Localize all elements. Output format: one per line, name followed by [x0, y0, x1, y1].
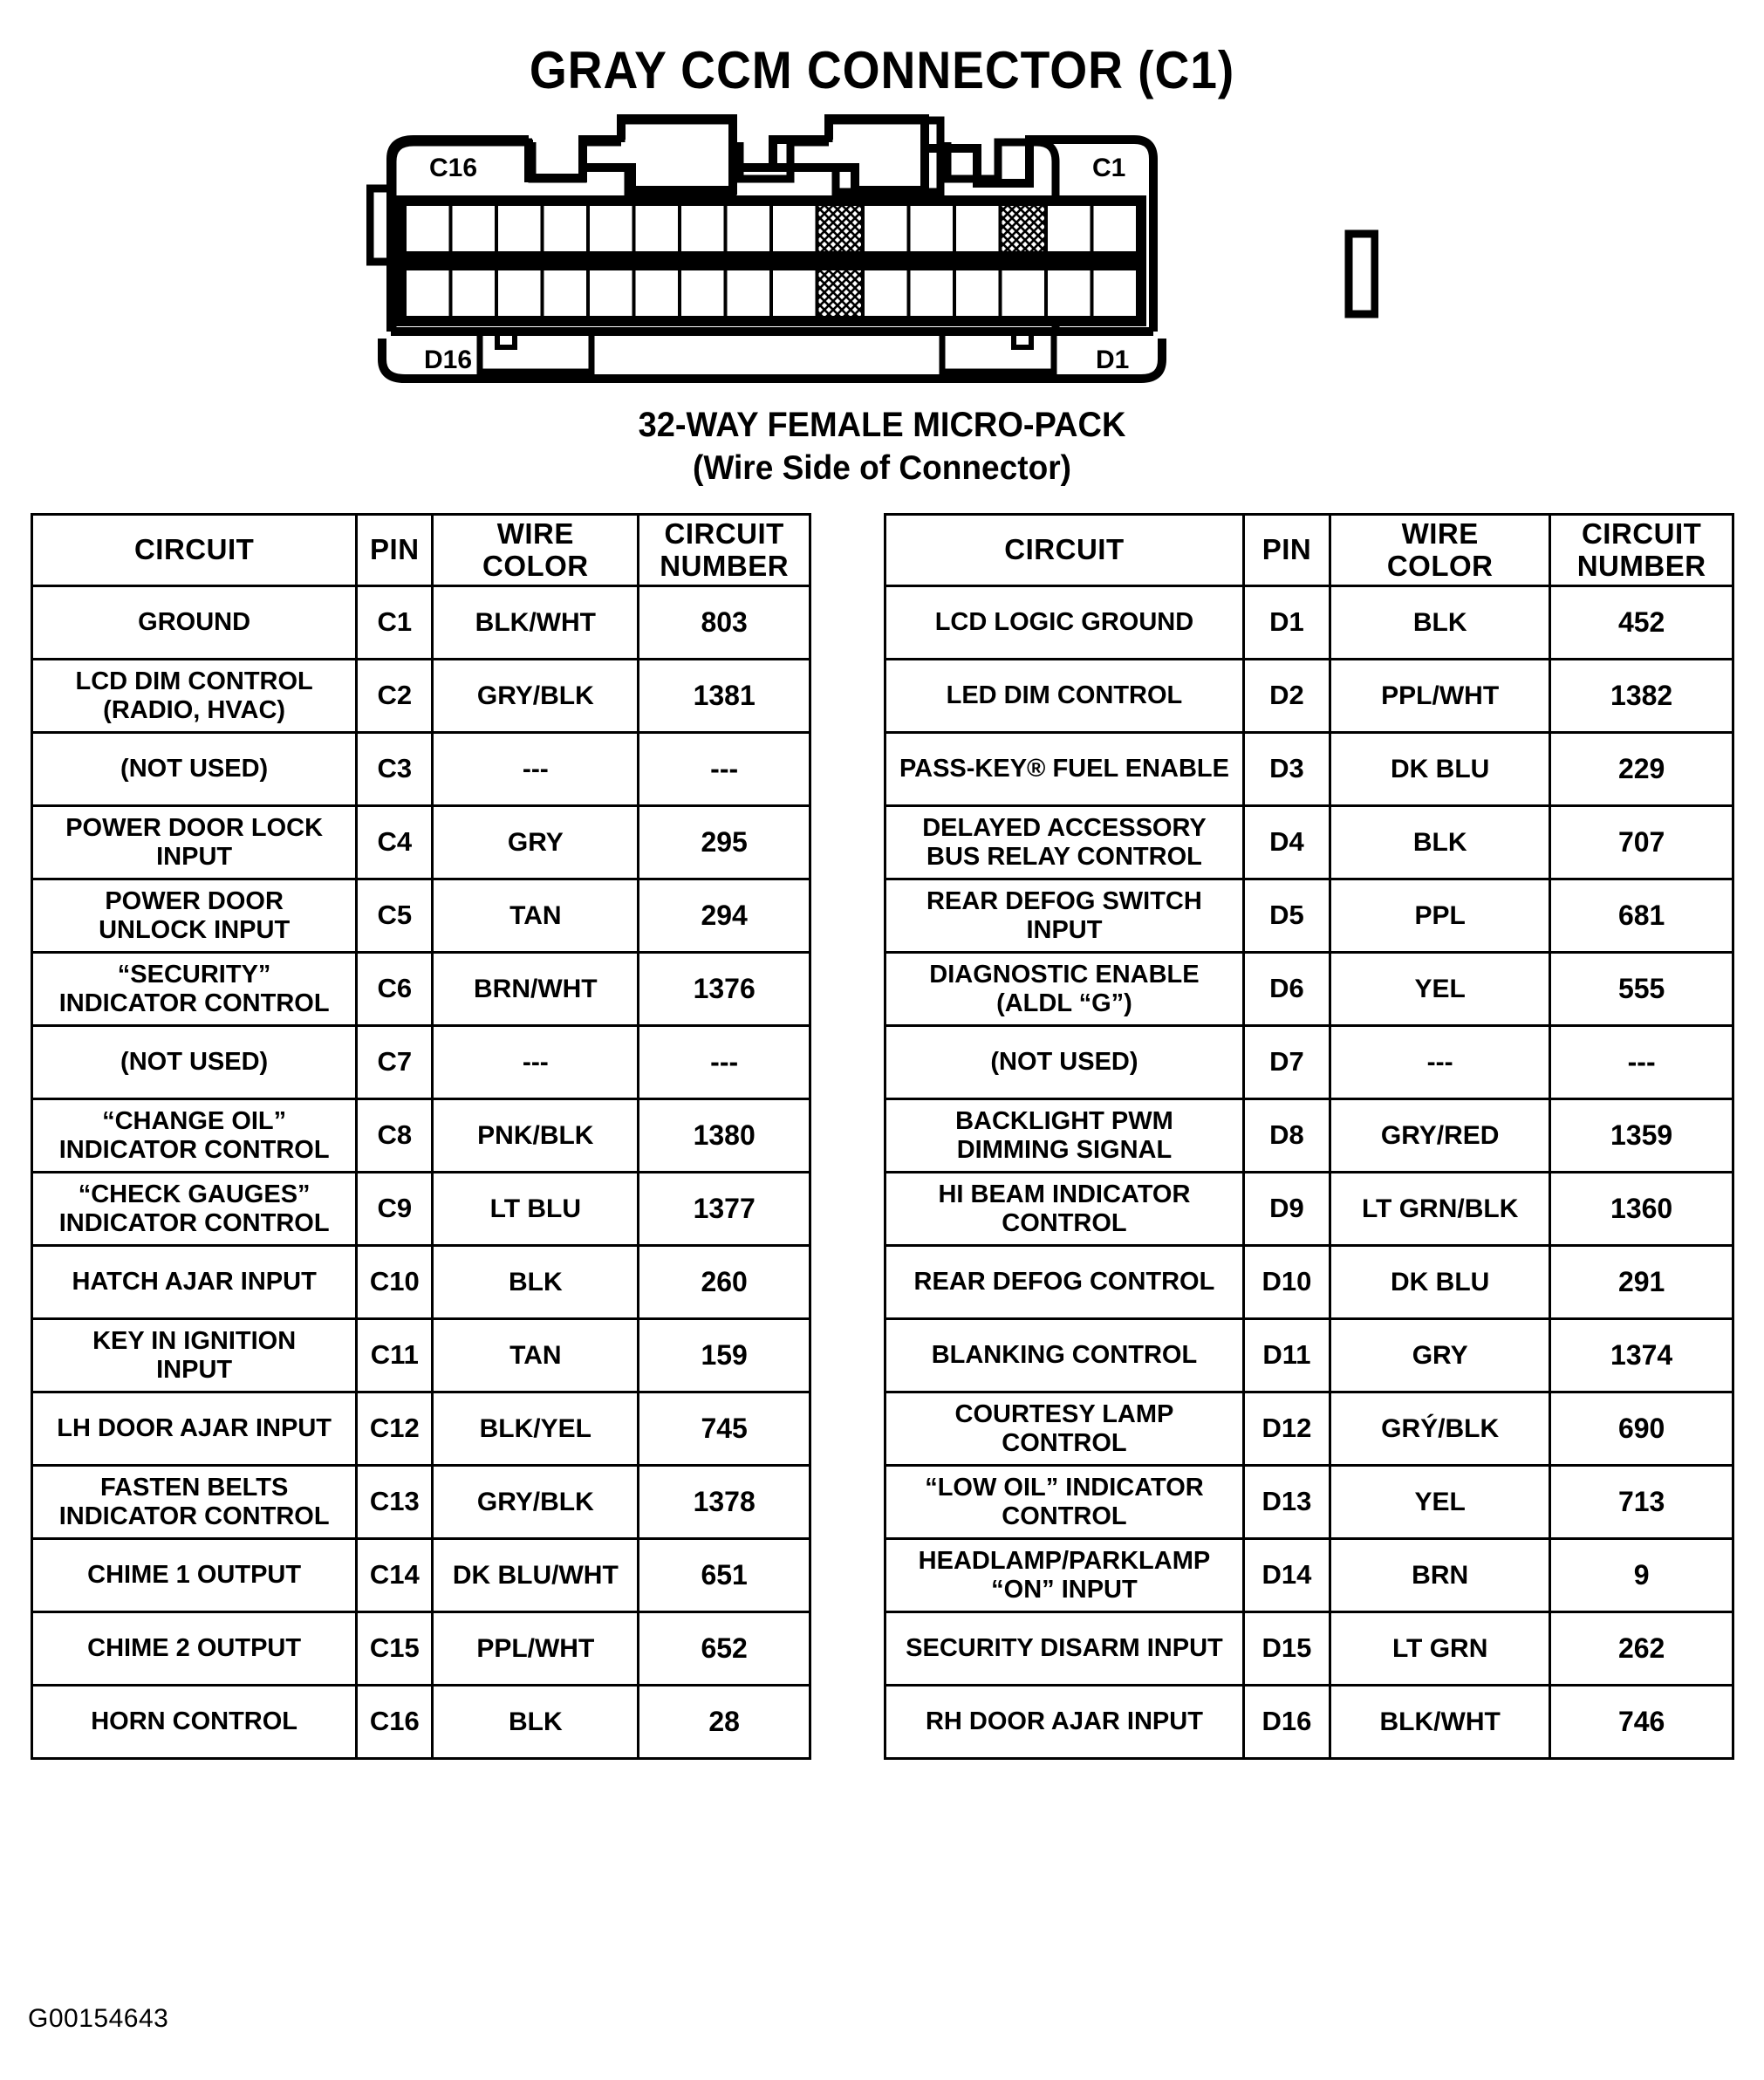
- table-header-row: [885, 515, 1733, 586]
- cell-circuit-line: DIMMING SIGNAL: [956, 1135, 1173, 1164]
- cell-pin: D5: [1243, 879, 1330, 953]
- cell-circuit-line: CHIME 2 OUTPUT: [87, 1634, 302, 1663]
- cell-wire-color: GRY: [433, 806, 639, 879]
- pin-cavity: [1046, 269, 1092, 318]
- pin-cavity: [1092, 204, 1138, 253]
- cell-wire-color: LT GRN/BLK: [1330, 1173, 1550, 1246]
- cell-circuit: [885, 1099, 1244, 1173]
- cell-pin: C15: [357, 1612, 433, 1686]
- header-circuit-number-l2: NUMBER: [1576, 549, 1706, 582]
- cell-circuit: [32, 660, 357, 733]
- cell-wire-color: PPL: [1330, 879, 1550, 953]
- cell-circuit-line: HEADLAMP/PARKLAMP: [918, 1547, 1211, 1576]
- pin-cavity: [588, 204, 634, 253]
- cell-circuit-line: LED DIM CONTROL: [946, 681, 1183, 710]
- cell-circuit-line: INPUT: [156, 1355, 233, 1384]
- cell-circuit-number: 291: [1550, 1246, 1733, 1319]
- cell-circuit-number: 713: [1550, 1466, 1733, 1539]
- cell-circuit-number: 652: [639, 1612, 810, 1686]
- cell-circuit: [32, 1173, 357, 1246]
- cell-pin: C12: [357, 1392, 433, 1466]
- cell-circuit-number: ---: [639, 733, 810, 806]
- pin-cavity: [726, 204, 772, 253]
- cell-circuit: [885, 806, 1244, 879]
- cell-circuit: [885, 733, 1244, 806]
- cell-circuit: [32, 1612, 357, 1686]
- connector-bottom-latch-right: [942, 332, 1054, 372]
- pin-cavity: [771, 269, 817, 318]
- table-row: [32, 1319, 810, 1392]
- cell-circuit: [32, 1026, 357, 1099]
- header-wire-color: [433, 515, 639, 586]
- connector-caption-sub: (Wire Side of Connector): [692, 449, 1071, 487]
- cell-circuit-line: INDICATOR CONTROL: [58, 1502, 330, 1530]
- connector-label-c16: C16: [429, 154, 478, 182]
- cell-circuit-line: KEY IN IGNITION: [92, 1327, 297, 1356]
- cell-circuit-line: DELAYED ACCESSORY: [922, 814, 1207, 843]
- table-row: [32, 1392, 810, 1466]
- pin-cavity: [405, 204, 451, 253]
- cell-circuit: [32, 1099, 357, 1173]
- cell-circuit-number: 690: [1550, 1392, 1733, 1466]
- cell-wire-color: BRN/WHT: [433, 953, 639, 1026]
- header-wire-color-l2: COLOR: [1386, 549, 1494, 582]
- cell-pin: D12: [1243, 1392, 1330, 1466]
- cell-pin: C14: [357, 1539, 433, 1612]
- cell-circuit-number: 651: [639, 1539, 810, 1612]
- cell-pin: D9: [1243, 1173, 1330, 1246]
- cell-circuit: [32, 733, 357, 806]
- cell-circuit-number: 295: [639, 806, 810, 879]
- cell-circuit-line: LCD LOGIC GROUND: [934, 608, 1194, 637]
- cell-pin: C7: [357, 1026, 433, 1099]
- cell-circuit-line: (NOT USED): [990, 1048, 1138, 1077]
- cell-wire-color: BLK/WHT: [1330, 1686, 1550, 1759]
- cell-circuit-line: HATCH AJAR INPUT: [72, 1268, 317, 1297]
- cell-circuit-number: 1380: [639, 1099, 810, 1173]
- cell-circuit: [885, 586, 1244, 660]
- pin-cavity: [863, 269, 909, 318]
- cell-circuit-line: REAR DEFOG SWITCH: [926, 887, 1202, 916]
- cell-circuit-number: 1376: [639, 953, 810, 1026]
- cell-pin: D14: [1243, 1539, 1330, 1612]
- cell-circuit-line: CHIME 1 OUTPUT: [87, 1561, 302, 1590]
- table-row: [32, 953, 810, 1026]
- footer-graphic-code: G00154643: [28, 2004, 169, 2033]
- cell-circuit-line: BLANKING CONTROL: [931, 1341, 1198, 1370]
- table-row: [885, 1392, 1733, 1466]
- cell-wire-color: LT GRN: [1330, 1612, 1550, 1686]
- cell-circuit-line: “SECURITY”: [117, 961, 271, 989]
- cell-circuit-line: INDICATOR CONTROL: [58, 1135, 330, 1164]
- connector-top-pin-row: [400, 199, 1143, 258]
- cell-circuit-number: 1360: [1550, 1173, 1733, 1246]
- pin-cavity: [1092, 269, 1138, 318]
- pin-cavity-blocked: [1001, 204, 1047, 253]
- cell-circuit-line: “CHANGE OIL”: [102, 1107, 287, 1136]
- cell-circuit-line: “CHECK GAUGES”: [78, 1180, 311, 1209]
- cell-circuit: [885, 1026, 1244, 1099]
- table-row: [885, 1246, 1733, 1319]
- table-row: [32, 879, 810, 953]
- cell-pin: D3: [1243, 733, 1330, 806]
- connector-bottom-latch-left: [480, 332, 591, 372]
- cell-circuit: [885, 1612, 1244, 1686]
- cell-circuit-number: 1382: [1550, 660, 1733, 733]
- cell-wire-color: PPL/WHT: [1330, 660, 1550, 733]
- cell-pin: D1: [1243, 586, 1330, 660]
- cell-circuit-line: RH DOOR AJAR INPUT: [925, 1707, 1203, 1736]
- pin-cavity: [405, 269, 451, 318]
- cell-pin: C9: [357, 1173, 433, 1246]
- header-wire-color-l1: WIRE: [496, 517, 574, 550]
- cell-wire-color: BLK/YEL: [433, 1392, 639, 1466]
- cell-circuit-number: 707: [1550, 806, 1733, 879]
- cell-circuit-line: UNLOCK INPUT: [99, 915, 291, 944]
- cell-pin: D13: [1243, 1466, 1330, 1539]
- cell-pin: C13: [357, 1466, 433, 1539]
- pin-cavity: [451, 204, 497, 253]
- cell-circuit: [32, 806, 357, 879]
- cell-circuit: [32, 1392, 357, 1466]
- table-header-row: [32, 515, 810, 586]
- connector-label-c1: C1: [1092, 154, 1126, 182]
- cell-circuit: [32, 879, 357, 953]
- table-row: [885, 1173, 1733, 1246]
- cell-circuit-line: BUS RELAY CONTROL: [926, 842, 1202, 871]
- header-circuit-number: [1550, 515, 1733, 586]
- pin-cavity: [954, 269, 1001, 318]
- cell-pin: C11: [357, 1319, 433, 1392]
- table-row: [32, 1246, 810, 1319]
- pin-table-right-body: [885, 586, 1733, 1759]
- cell-pin: D16: [1243, 1686, 1330, 1759]
- cell-circuit: [885, 1466, 1244, 1539]
- pin-cavity: [634, 269, 680, 318]
- cell-circuit-line: FASTEN BELTS: [99, 1474, 289, 1502]
- table-row: [885, 1026, 1733, 1099]
- cell-circuit-line: CONTROL: [1002, 1428, 1127, 1457]
- cell-circuit-line: COURTESY LAMP: [954, 1400, 1174, 1429]
- header-circuit-number-l1: CIRCUIT: [664, 517, 784, 550]
- cell-pin: C8: [357, 1099, 433, 1173]
- cell-circuit: [885, 879, 1244, 953]
- table-row: [32, 660, 810, 733]
- cell-pin: C1: [357, 586, 433, 660]
- pin-cavity: [680, 204, 726, 253]
- header-circuit: CIRCUIT: [885, 515, 1244, 586]
- cell-wire-color: ---: [433, 733, 639, 806]
- cell-circuit-line: “LOW OIL” INDICATOR: [925, 1474, 1204, 1502]
- cell-circuit-line: LCD DIM CONTROL: [75, 667, 313, 696]
- cell-circuit: [885, 1319, 1244, 1392]
- cell-wire-color: BLK/WHT: [433, 586, 639, 660]
- cell-wire-color: BLK: [433, 1246, 639, 1319]
- cell-wire-color: ---: [433, 1026, 639, 1099]
- connector-label-d16: D16: [424, 346, 473, 374]
- cell-circuit: [32, 1319, 357, 1392]
- cell-wire-color: BRN: [1330, 1539, 1550, 1612]
- cell-circuit-line: REAR DEFOG CONTROL: [913, 1268, 1215, 1297]
- cell-circuit-number: 746: [1550, 1686, 1733, 1759]
- cell-circuit-line: BACKLIGHT PWM: [955, 1107, 1173, 1136]
- table-row: [885, 1099, 1733, 1173]
- table-row: [32, 1612, 810, 1686]
- cell-circuit-number: ---: [639, 1026, 810, 1099]
- pin-cavity: [496, 269, 543, 318]
- pin-table-left-body: [32, 586, 810, 1759]
- header-pin: PIN: [357, 515, 433, 586]
- cell-wire-color: GRY/BLK: [433, 660, 639, 733]
- pin-cavity: [680, 269, 726, 318]
- header-wire-color-l2: COLOR: [482, 549, 589, 582]
- pin-cavity: [588, 269, 634, 318]
- pin-cavity: [1001, 269, 1047, 318]
- cell-circuit-line: “ON” INPUT: [991, 1575, 1138, 1604]
- table-row: [885, 1319, 1733, 1392]
- cell-pin: D2: [1243, 660, 1330, 733]
- cell-circuit-number: 1374: [1550, 1319, 1733, 1392]
- header-pin: PIN: [1243, 515, 1330, 586]
- cell-wire-color: YEL: [1330, 1466, 1550, 1539]
- cell-circuit: [885, 1246, 1244, 1319]
- cell-circuit-number: 294: [639, 879, 810, 953]
- cell-pin: D11: [1243, 1319, 1330, 1392]
- cell-wire-color: ---: [1330, 1026, 1550, 1099]
- cell-circuit-line: (RADIO, HVAC): [103, 695, 286, 724]
- cell-wire-color: DK BLU: [1330, 1246, 1550, 1319]
- cell-circuit-number: 262: [1550, 1612, 1733, 1686]
- table-row: [32, 1173, 810, 1246]
- cell-circuit: [32, 1246, 357, 1319]
- table-row: [885, 1612, 1733, 1686]
- cell-wire-color: DK BLU/WHT: [433, 1539, 639, 1612]
- table-row: [32, 586, 810, 660]
- cell-circuit-line: GROUND: [138, 608, 251, 637]
- cell-circuit: [885, 1686, 1244, 1759]
- table-row: [32, 1099, 810, 1173]
- cell-circuit-number: 1378: [639, 1466, 810, 1539]
- cell-circuit-line: DIAGNOSTIC ENABLE: [929, 961, 1200, 989]
- cell-circuit-line: POWER DOOR LOCK: [65, 814, 324, 843]
- cell-circuit-line: (NOT USED): [120, 1048, 269, 1077]
- cell-circuit-line: INPUT: [1026, 915, 1103, 944]
- cell-pin: D10: [1243, 1246, 1330, 1319]
- cell-circuit-line: (NOT USED): [120, 755, 269, 783]
- cell-wire-color: GRY/BLK: [433, 1466, 639, 1539]
- cell-pin: C16: [357, 1686, 433, 1759]
- connector-bottom-pin-row: [400, 263, 1143, 323]
- connector-diagram: [366, 113, 1378, 384]
- header-wire-color-l1: WIRE: [1401, 517, 1479, 550]
- cell-circuit: [32, 1539, 357, 1612]
- pin-cavity: [1046, 204, 1092, 253]
- cell-circuit-number: 1377: [639, 1173, 810, 1246]
- cell-circuit-line: HI BEAM INDICATOR: [938, 1180, 1191, 1209]
- cell-circuit-number: 260: [639, 1246, 810, 1319]
- pin-cavity: [726, 269, 772, 318]
- header-circuit-number-l1: CIRCUIT: [1581, 517, 1702, 550]
- cell-wire-color: BLK: [433, 1686, 639, 1759]
- pin-cavity: [543, 269, 589, 318]
- connector-label-d1: D1: [1096, 346, 1130, 374]
- cell-pin: C6: [357, 953, 433, 1026]
- cell-circuit-number: 803: [639, 586, 810, 660]
- table-row: [32, 806, 810, 879]
- cell-pin: C2: [357, 660, 433, 733]
- cell-pin: D15: [1243, 1612, 1330, 1686]
- pin-cavity: [863, 204, 909, 253]
- cell-wire-color: BLK: [1330, 586, 1550, 660]
- cell-circuit-number: 681: [1550, 879, 1733, 953]
- table-row: [885, 586, 1733, 660]
- pin-cavity: [496, 204, 543, 253]
- pin-cavity-blocked: [817, 204, 864, 253]
- pin-cavity: [771, 204, 817, 253]
- cell-circuit: [885, 660, 1244, 733]
- cell-circuit: [885, 953, 1244, 1026]
- table-row: [32, 733, 810, 806]
- header-circuit-number: [639, 515, 810, 586]
- cell-circuit: [885, 1173, 1244, 1246]
- pin-cavity: [451, 269, 497, 318]
- cell-circuit-number: 555: [1550, 953, 1733, 1026]
- table-row: [32, 1466, 810, 1539]
- cell-circuit: [885, 1539, 1244, 1612]
- header-wire-color: [1330, 515, 1550, 586]
- connector-caption-main: 32-WAY FEMALE MICRO-PACK: [638, 406, 1126, 444]
- cell-circuit-number: 28: [639, 1686, 810, 1759]
- cell-wire-color: GRY: [1330, 1319, 1550, 1392]
- cell-pin: D6: [1243, 953, 1330, 1026]
- cell-circuit-number: 229: [1550, 733, 1733, 806]
- cell-circuit-line: INDICATOR CONTROL: [58, 1208, 330, 1237]
- pin-cavity: [909, 204, 955, 253]
- cell-circuit-line: POWER DOOR: [105, 887, 284, 916]
- cell-pin: D4: [1243, 806, 1330, 879]
- page-title: GRAY CCM CONNECTOR (C1): [529, 41, 1235, 99]
- header-circuit-number-l2: NUMBER: [660, 549, 790, 582]
- connector-right-ear: [1349, 234, 1375, 314]
- table-row: [885, 1539, 1733, 1612]
- cell-wire-color: TAN: [433, 879, 639, 953]
- table-row: [885, 1466, 1733, 1539]
- table-row: [885, 806, 1733, 879]
- cell-circuit-line: SECURITY DISARM INPUT: [906, 1634, 1223, 1663]
- cell-pin: D8: [1243, 1099, 1330, 1173]
- cell-circuit-number: 452: [1550, 586, 1733, 660]
- pin-cavity-blocked: [817, 269, 864, 318]
- cell-circuit: [32, 1686, 357, 1759]
- cell-pin: C4: [357, 806, 433, 879]
- cell-pin: C10: [357, 1246, 433, 1319]
- cell-circuit-number: 1359: [1550, 1099, 1733, 1173]
- cell-circuit: [885, 1392, 1244, 1466]
- table-row: [885, 660, 1733, 733]
- table-row: [885, 733, 1733, 806]
- header-circuit: CIRCUIT: [32, 515, 357, 586]
- cell-wire-color: LT BLU: [433, 1173, 639, 1246]
- cell-pin: C5: [357, 879, 433, 953]
- cell-circuit-number: 159: [639, 1319, 810, 1392]
- cell-circuit-line: (ALDL “G”): [996, 989, 1132, 1017]
- cell-wire-color: PNK/BLK: [433, 1099, 639, 1173]
- cell-wire-color: DK BLU: [1330, 733, 1550, 806]
- table-row: [32, 1686, 810, 1759]
- table-row: [32, 1026, 810, 1099]
- cell-circuit-number: ---: [1550, 1026, 1733, 1099]
- pin-cavity: [543, 204, 589, 253]
- cell-circuit-line: PASS-KEY® FUEL ENABLE: [899, 755, 1229, 783]
- table-row: [32, 1539, 810, 1612]
- cell-circuit-line: INDICATOR CONTROL: [58, 989, 330, 1017]
- pin-cavity: [954, 204, 1001, 253]
- cell-wire-color: BLK: [1330, 806, 1550, 879]
- cell-circuit-number: 1381: [639, 660, 810, 733]
- cell-circuit-line: CONTROL: [1002, 1208, 1127, 1237]
- cell-circuit-number: 745: [639, 1392, 810, 1466]
- cell-wire-color: YEL: [1330, 953, 1550, 1026]
- pin-cavity: [909, 269, 955, 318]
- cell-pin: D7: [1243, 1026, 1330, 1099]
- cell-circuit: [32, 953, 357, 1026]
- cell-pin: C3: [357, 733, 433, 806]
- cell-wire-color: PPL/WHT: [433, 1612, 639, 1686]
- pin-cavity: [634, 204, 680, 253]
- cell-wire-color: GRÝ/BLK: [1330, 1392, 1550, 1466]
- pin-table-left: [31, 513, 811, 1760]
- table-row: [885, 1686, 1733, 1759]
- cell-circuit: [32, 586, 357, 660]
- pin-table-right: [884, 513, 1734, 1760]
- table-row: [885, 879, 1733, 953]
- cell-wire-color: GRY/RED: [1330, 1099, 1550, 1173]
- cell-circuit-line: LH DOOR AJAR INPUT: [57, 1414, 332, 1443]
- table-row: [885, 953, 1733, 1026]
- cell-circuit-line: INPUT: [156, 842, 233, 871]
- cell-circuit-number: 9: [1550, 1539, 1733, 1612]
- cell-wire-color: TAN: [433, 1319, 639, 1392]
- cell-circuit: [32, 1466, 357, 1539]
- cell-circuit-line: CONTROL: [1002, 1502, 1127, 1530]
- cell-circuit-line: HORN CONTROL: [91, 1707, 298, 1736]
